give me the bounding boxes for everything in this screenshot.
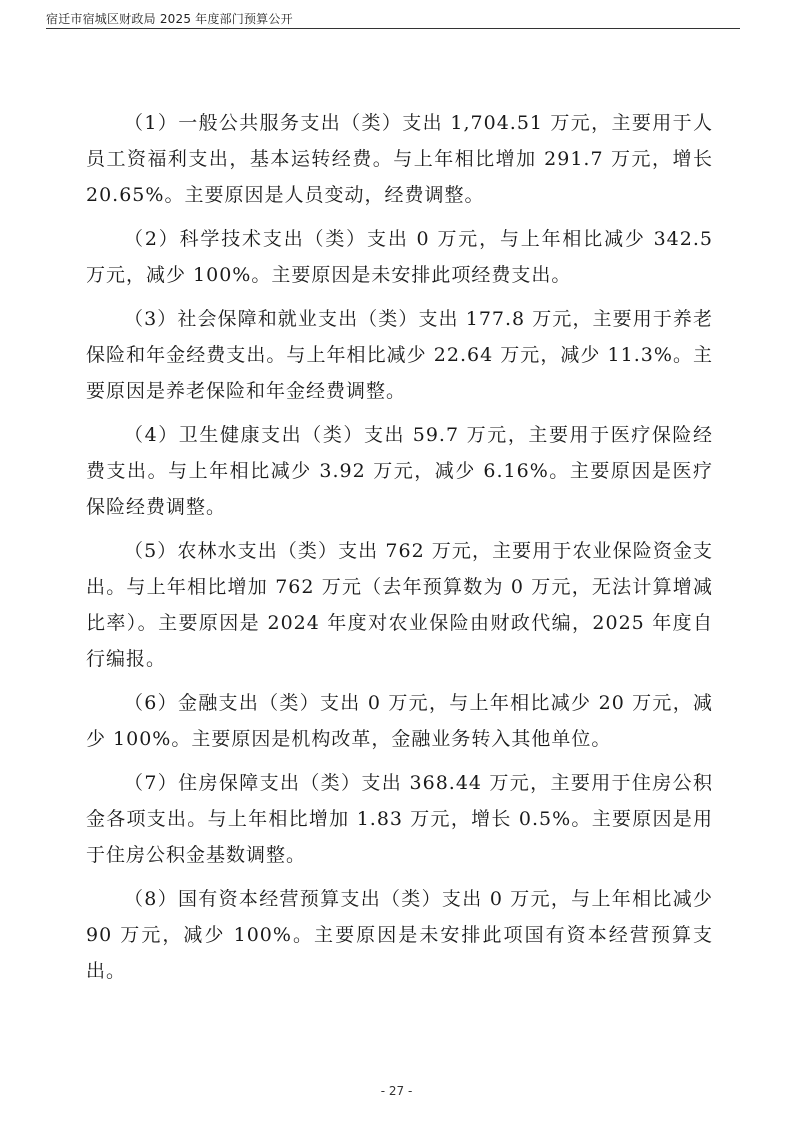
paragraph-housing-security: （7）住房保障支出（类）支出 368.44 万元，主要用于住房公积金各项支出。与上年相比增加 1.83 万元，增长 0.5%。主要原因是用于住房公积金基数调整。 xyxy=(86,772,713,866)
paragraph-health: （4）卫生健康支出（类）支出 59.7 万元，主要用于医疗保险经费支出。与上年相比减少 3.92 万元，减少 6.16%。主要原因是医疗保险经费调整。 xyxy=(86,424,713,518)
header-divider xyxy=(46,28,740,29)
document-body xyxy=(86,105,713,997)
paragraph-finance: （6）金融支出（类）支出 0 万元，与上年相比减少 20 万元，减少 100%。主要原因是机构改革，金融业务转入其他单位。 xyxy=(86,692,713,750)
paragraph-general-public-services: （1）一般公共服务支出（类）支出 1,704.51 万元，主要用于人员工资福利支出，基本运转经费。与上年相比增加 291.7 万元，增长 20.65%。主要原因是人员变动，经费调整。 xyxy=(86,112,713,206)
running-header: 宿迁市宿城区财政局 2025 年度部门预算公开 xyxy=(46,12,293,26)
paragraph-social-security-employment: （3）社会保障和就业支出（类）支出 177.8 万元，主要用于养老保险和年金经费支出。与上年相比减少 22.64 万元，减少 11.3%。主要原因是养老保险和年金经费调整。 xyxy=(86,308,713,402)
paragraph-agriculture-forestry-water: （5）农林水支出（类）支出 762 万元，主要用于农业保险资金支出。与上年相比增加 762 万元（去年预算数为 0 万元，无法计算增减比率）。主要原因是 2024 年度对农业保险由财政代编，2025 年度自行编报。 xyxy=(86,540,713,670)
paragraph-science-technology: （2）科学技术支出（类）支出 0 万元，与上年相比减少 342.5 万元，减少 100%。主要原因是未安排此项经费支出。 xyxy=(86,228,713,286)
paragraph-state-capital-operations: （8）国有资本经营预算支出（类）支出 0 万元，与上年相比减少 90 万元，减少 100%。主要原因是未安排此项国有资本经营预算支出。 xyxy=(86,888,713,982)
page-number: - 27 - xyxy=(380,1084,413,1098)
